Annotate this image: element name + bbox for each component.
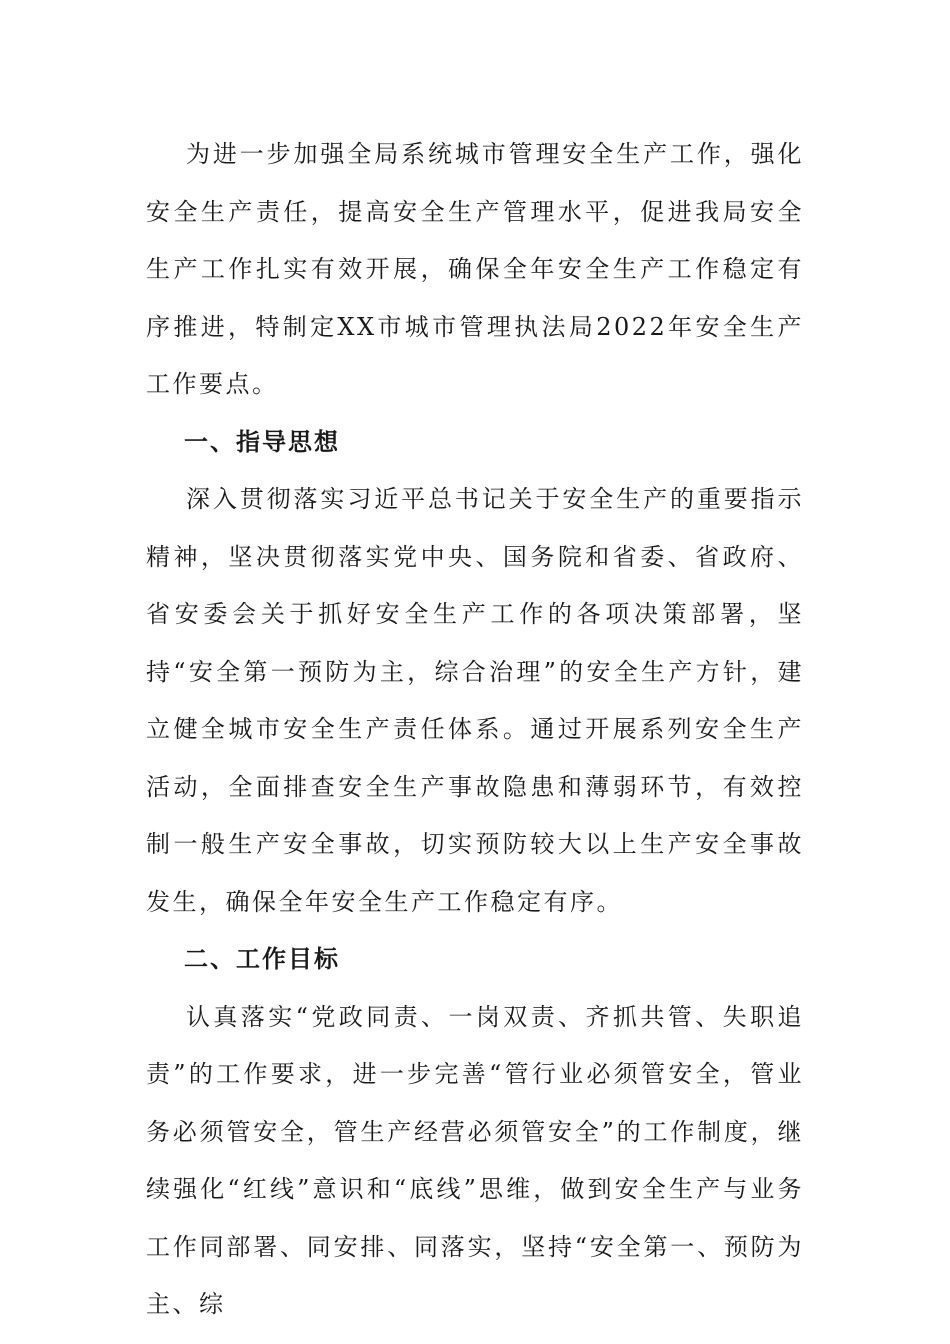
- work-goals-paragraph: 认真落实“党政同责、一岗双责、齐抓共管、失职追责”的工作要求，进一步完善“管行业必须管安全，管业务必须管安全，管生产经营必须管安全”的工作制度，继续强化“红线”意识和“底线”思维，做到安全生产与业务工作同部署、同安排、同落实，坚持“安全第一、预防为主、综: [146, 1002, 804, 1318]
- guiding-ideology-paragraph: 深入贯彻落实习近平总书记关于安全生产的重要指示精神，坚决贯彻落实党中央、国务院和省委、省政府、省安委会关于抓好安全生产工作的各项决策部署，坚持“安全第一预防为主，综合治理”的安全生产方针，建立健全城市安全生产责任体系。通过开展系列安全生产活动，全面排查安全生产事故隐患和薄弱环节，有效控制一般生产安全事故，切实预防较大以上生产安全事故发生，确保全年安全生产工作稳定有序。: [146, 485, 804, 916]
- document-page: [146, 126, 804, 1334]
- intro-paragraph: 为进一步加强全局系统城市管理安全生产工作，强化安全生产责任，提高安全生产管理水平，促进我局安全生产工作扎实有效开展，确保全年安全生产工作稳定有序推进，特制定XX市城市管理执法局2022年安全生产工作要点。: [146, 140, 804, 398]
- section-heading-work-goals: 二、工作目标: [184, 945, 340, 973]
- section-heading-guiding-ideology: 一、指导思想: [184, 427, 340, 456]
